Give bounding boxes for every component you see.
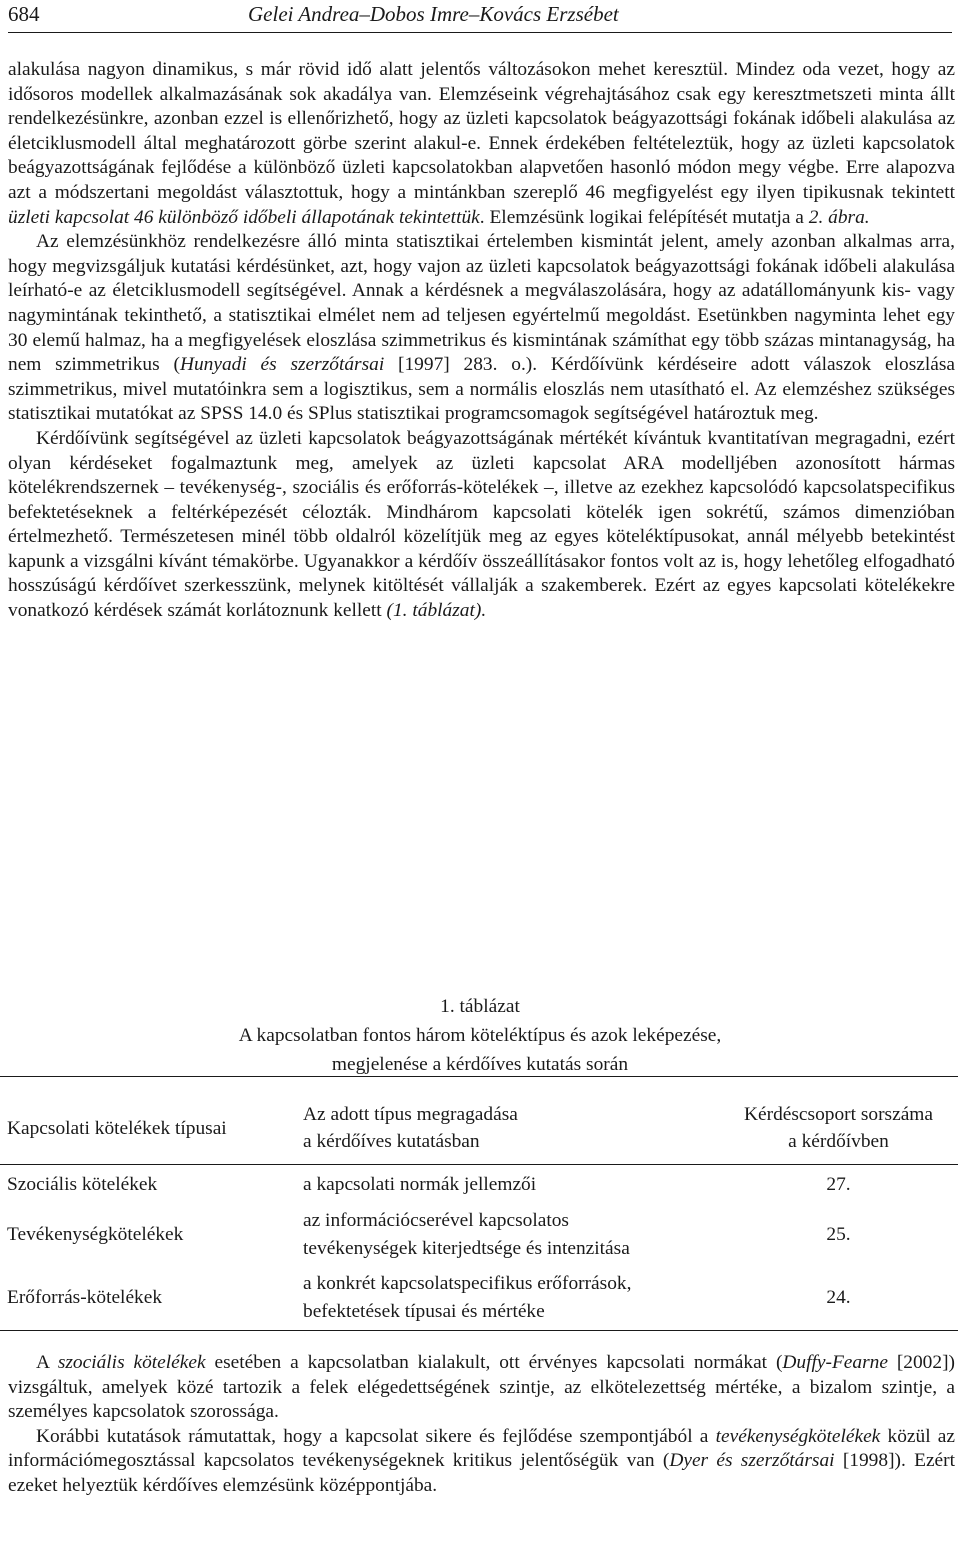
paragraph-5: Korábbi kutatások rámutattak, hogy a kapcsolat sikere és fejlődése szempontjából a tevékenységkötelékek közül az információmegosztással kapcsolatos tevékenységeknek kritikus jelentőségük van (Dyer és szerzőtársai [1998]). Ezért ezeket helyeztük kérdőíves elemzésünk középpontjába. <box>8 1425 956 1496</box>
running-head: Gelei Andrea–Dobos Imre–Kovács Erzsébet <box>248 2 619 26</box>
header-number-line-2: a kérdőívben <box>788 1131 889 1152</box>
table-header-rule <box>0 1164 958 1165</box>
header-desc-line-2: a kérdőíves kutatásban <box>303 1131 480 1152</box>
row-2-desc-line-1: az információcserével kapcsolatos <box>303 1210 569 1231</box>
row-3-desc-line-1: a konkrét kapcsolatspecifikus erőforrások, <box>303 1273 632 1294</box>
page-number: 684 <box>8 2 40 26</box>
table-top-rule <box>0 1076 958 1077</box>
row-1-type: Szociális kötelékek <box>7 1174 158 1195</box>
row-2-type: Tevékenységkötelékek <box>7 1224 184 1245</box>
header-desc-line-1: Az adott típus megragadása <box>303 1104 518 1125</box>
row-3-number: 24. <box>826 1287 851 1308</box>
table-number: 1. táblázat <box>440 996 520 1017</box>
header-type: Kapcsolati kötelékek típusai <box>7 1118 227 1139</box>
row-1-number: 27. <box>826 1174 851 1195</box>
header-rule <box>8 32 952 33</box>
paragraph-3: Kérdőívünk segítségével az üzleti kapcsolatok beágyazottságának mértékét kívántuk kvantitatívan megragadni, ezért olyan kérdéseket fogalmaztunk meg, amelyek az üzleti kapcsolat ARA modelljében azonosított hármas kötelékrendszernek – tevékenység-, szociális és erőforrás-kötelékek –, illetve az ezekhez kapcsolódó kapcsolatspecifikus befektetéseknek a feltérképezését célozták. Mindhárom kapcsolati kötelék igen sokrétű, számos dimenzióban értelmezhető. Természetesen minél több oldalról közelítjük meg az egyes köteléktípusokat, annál mélyebb betekintést kapunk a vizsgálni kívánt témakörbe. Ugyanakkor a kérdőív összeállításakor fontos volt az is, hogy lehetőleg elfogadható hosszúságú kérdőívet szerkesszünk, melynek kitöltését vállalják a szakemberek. Ezért az egyes kapcsolati kötelékekre vonatkozó kérdések számát korlátoznunk kellett (1. táblázat). <box>8 427 955 622</box>
table-title-line-2: megjelenése a kérdőíves kutatás során <box>331 1054 629 1075</box>
header-number-line-1: Kérdéscsoport sorszáma <box>744 1104 933 1125</box>
body-text-before-table <box>8 58 955 624</box>
page-header <box>8 2 952 36</box>
table-bottom-rule <box>0 1330 958 1331</box>
paragraph-1: alakulása nagyon dinamikus, s már rövid idő alatt jelentős változásokon mehet keresztül. Mindez oda vezet, hogy az idősoros modellek alkalmazásának sok akadálya van. Elemzéseink végrehajtásához csak egy keresztmetszeti minta állt rendelkezésünkre, azonban ezzel is ellenőrizhető, hogy az üzleti kapcsolatok beágyazottsági fokának időbeli alakulása az életciklusmodell által meghatározott görbe szerint alakul-e. Ennek érdekében feltételeztük, hogy az üzleti kapcsolatok beágyazottságának fejlődése a különböző üzleti kapcsolatokban alapvetően hasonló módon megy végbe. Erre alapozva azt a módszertani megoldást választottuk, hogy a mintánkban szereplő 46 megfigyelést egy ilyen tipikusnak tekintett üzleti kapcsolat 46 különböző időbeli állapotának tekintettük. Elemzésünk logikai felépítését mutatja a 2. ábra. <box>8 59 955 228</box>
paragraph-4: A szociális kötelékek esetében a kapcsolatban kialakult, ott érvényes kapcsolati normákat (Duffy-Fearne [2002]) vizsgáltuk, amelyek közé tartozik a felek elégedettségének szintje, az elkötelezettség mértéke, a bizalom szintje, a személyes kapcsolatok szorossága. <box>8 1352 955 1423</box>
table-title-line-1: A kapcsolatban fontos három köteléktípus és azok leképezése, <box>238 1025 722 1046</box>
table-caption <box>0 992 960 1079</box>
body-text-after-table <box>8 1351 955 1499</box>
row-1-desc: a kapcsolati normák jellemzői <box>303 1174 537 1195</box>
row-3-type: Erőforrás-kötelékek <box>7 1287 163 1308</box>
row-2-desc-line-2: tevékenységek kiterjedtsége és intenzitása <box>303 1238 630 1259</box>
paragraph-2: Az elemzésünkhöz rendelkezésre álló minta statisztikai értelemben kismintát jelent, amely azonban alkalmas arra, hogy megvizsgáljuk kutatási kérdésünket, azt, hogy vajon az üzleti kapcsolatok beágyazottsági fokának időbeli alakulása leírható-e az életciklusmodell segítségével. Annak a kérdésnek a megválaszolására, hogy az adatállományunk kis- vagy nagymintának tekinthető, a statisztikai elmélet nem ad teljesen egyértelmű megoldást. Esetünkben nagyminta lehet egy 30 elemű halmaz, ha a megfigyelések eloszlása szimmetrikus és kismintának számíthat egy több százas mintanagyság, ha nem szimmetrikus (Hunyadi és szerzőtársai [1997] 283. o.). Kérdőívünk kérdéseire adott válaszok eloszlása szimmetrikus, mivel mutatóinkra sem a logisztikus, sem a normális eloszlás nem utasítható el. Az elemzéshez szükséges statisztikai mutatókat az SPSS 14.0 és SPlus statisztikai programcsomagok segítségével határoztuk meg. <box>8 231 955 425</box>
row-3-desc-line-2: befektetések típusai és mértéke <box>303 1301 545 1322</box>
row-2-number: 25. <box>826 1224 851 1245</box>
